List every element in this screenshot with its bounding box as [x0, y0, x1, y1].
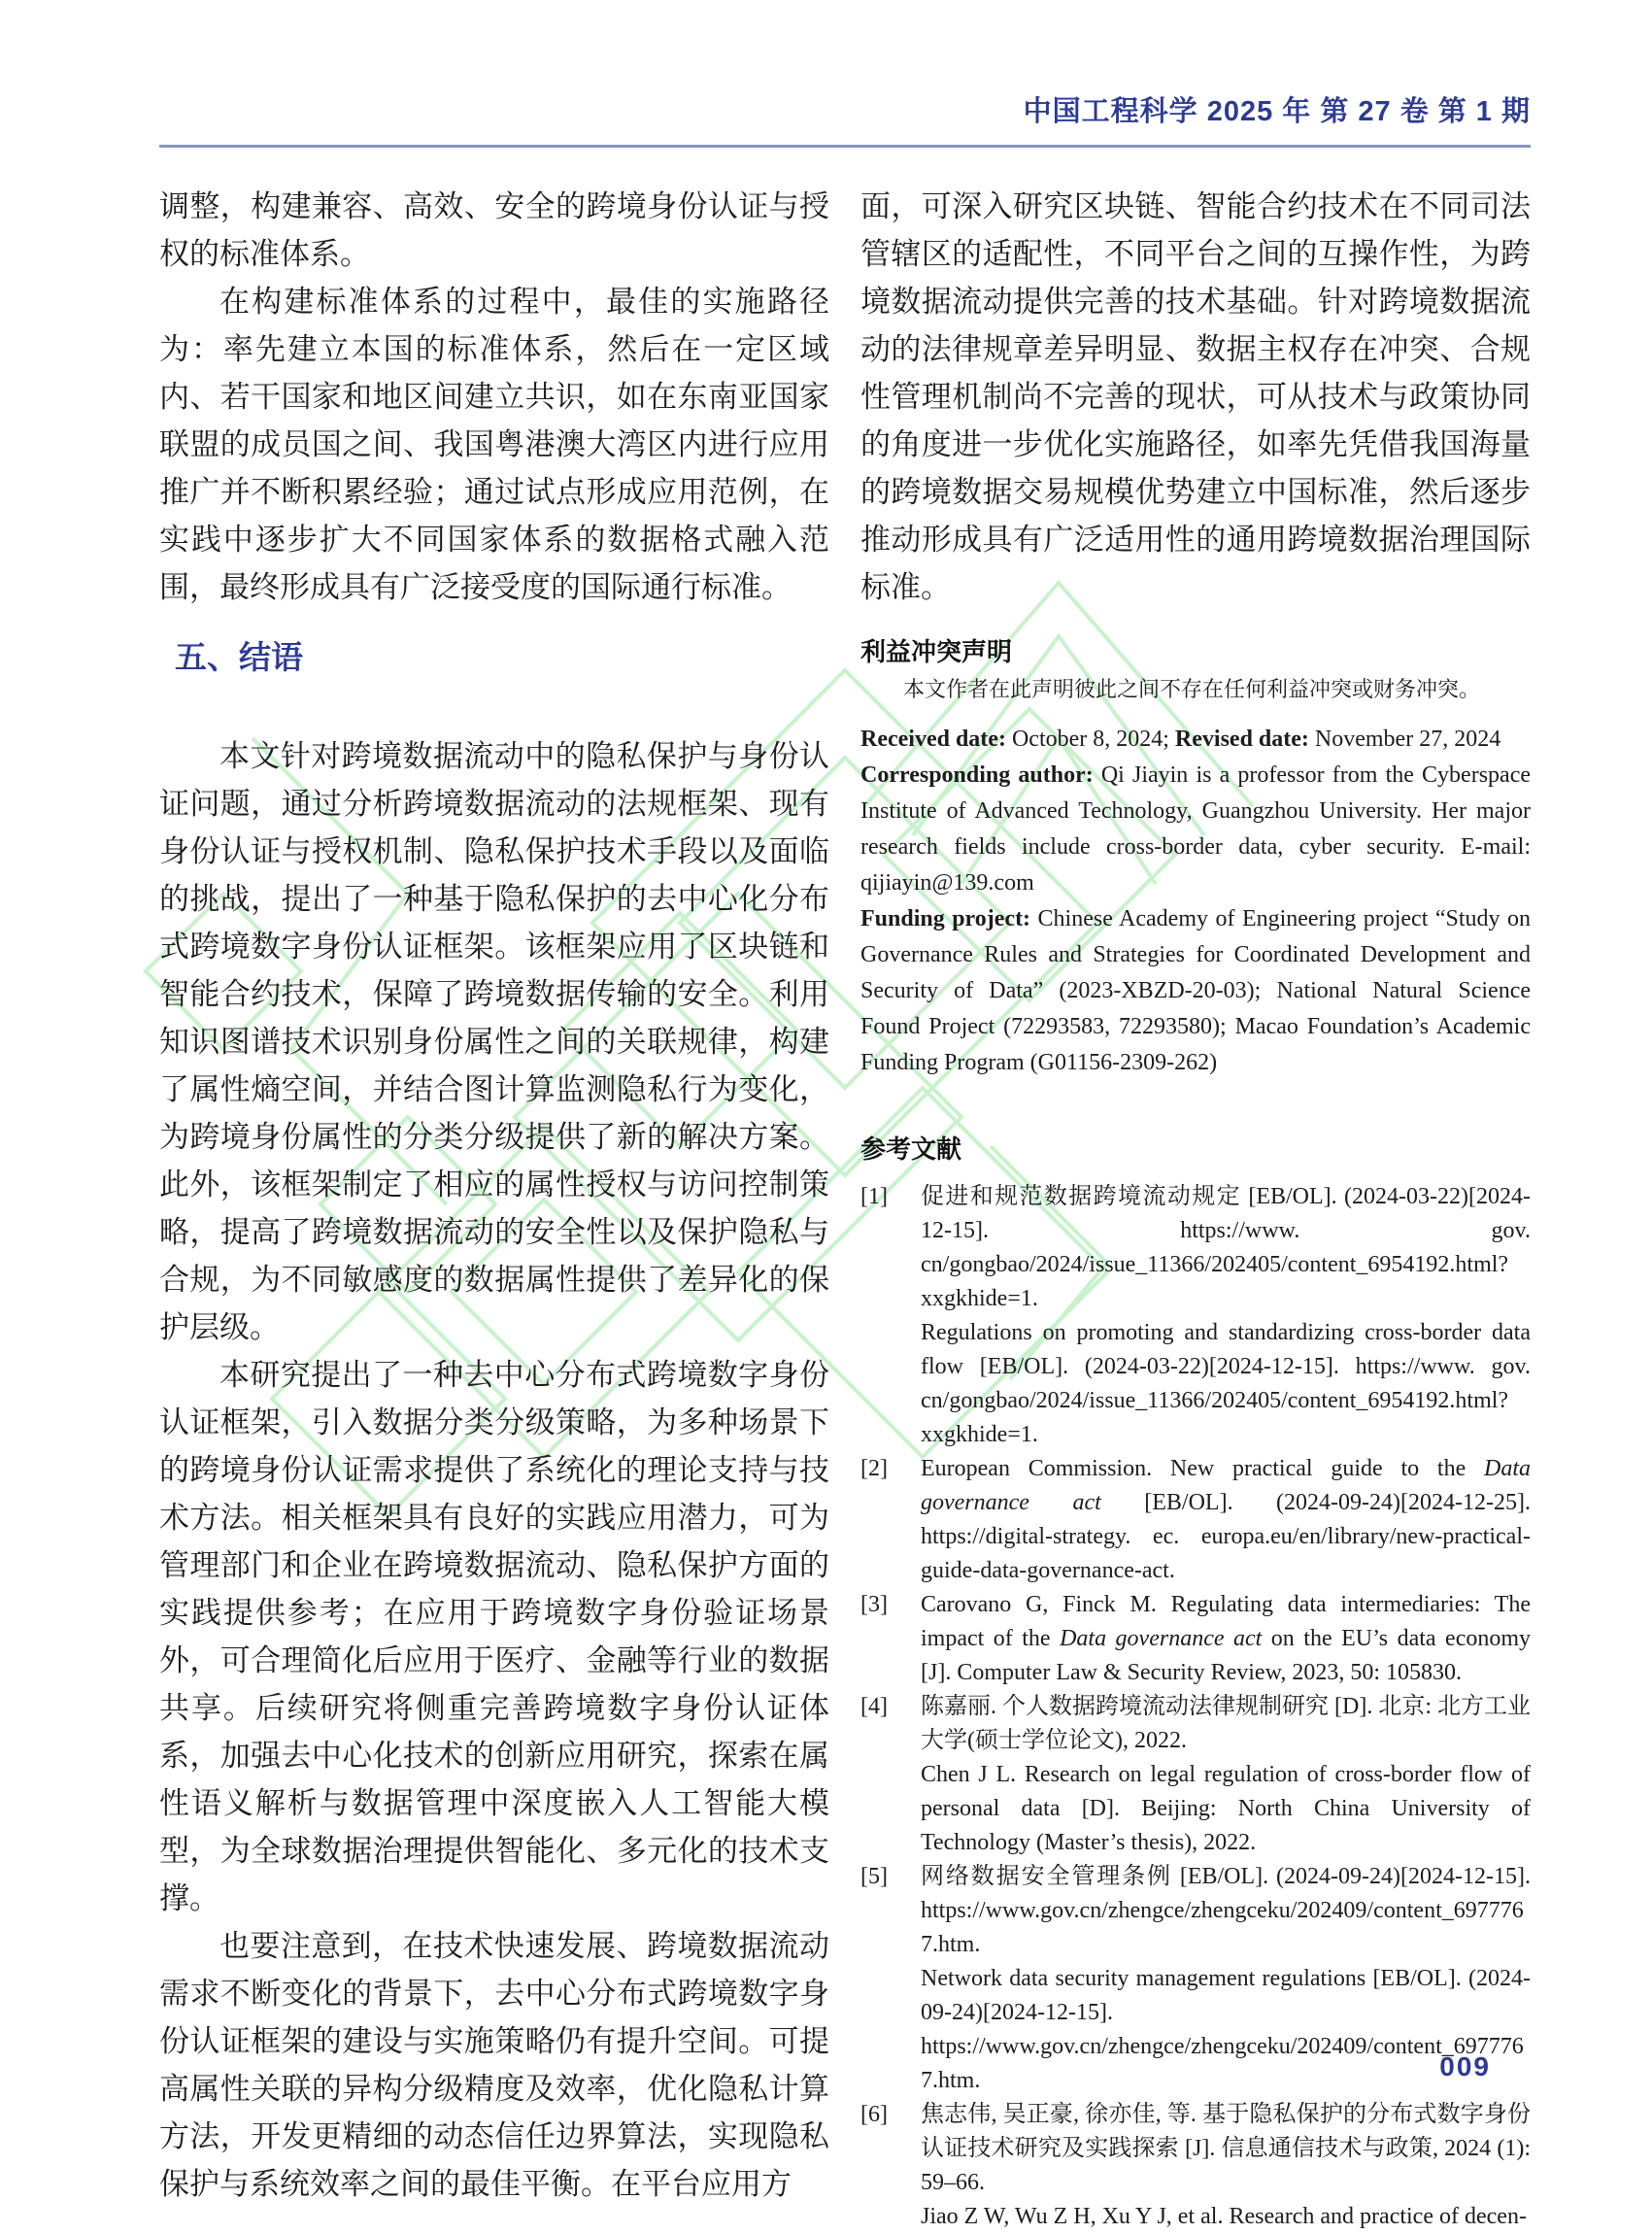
- reference-3-label: [3]: [860, 1592, 888, 1617]
- conflict-of-interest-heading: 利益冲突声明: [860, 637, 1013, 666]
- reference-5-english: Network data security management regulations [EB/OL]. (2024-09-24)[2024-12-15]. https://www.gov.cn/zhengce/zhengceku/202409/content_6977767.htm.: [921, 1966, 1531, 2093]
- received-date-label: Received date:: [860, 727, 1006, 752]
- reference-3-text: [921, 1588, 1531, 1690]
- reference-6-text: [921, 2098, 1531, 2234]
- reference-2-post: [EB/OL]. (2024-09-24)[2024-12-25]. https://digital-strategy. ec. europa.eu/en/library/new-practical-guide-data-governance-act.: [921, 1490, 1531, 1583]
- reference-item-2: [860, 1452, 1531, 1588]
- reference-4-text: [921, 1690, 1531, 1860]
- section-heading-conclusion: 五、结语: [175, 639, 303, 675]
- article-backmatter: [860, 722, 1531, 1081]
- journal-running-head: 中国工程科学 2025 年 第 27 卷 第 1 期: [159, 89, 1531, 148]
- right-column: [860, 183, 1531, 2234]
- corresponding-author-label: Corresponding author:: [860, 762, 1094, 788]
- reference-2-label: [2]: [860, 1456, 888, 1481]
- reference-6-chinese: 焦志伟, 吴正豪, 徐亦佳, 等. 基于隐私保护的分布式数字身份认证技术研究及实践探索 [J]. 信息通信技术与政策, 2024 (1): 59–66.: [921, 2102, 1531, 2195]
- reference-2-italic-title: Data governance act: [921, 1456, 1531, 1515]
- reference-5-chinese: 网络数据安全管理条例 [EB/OL]. (2024-09-24)[2024-12-15]. https://www.gov.cn/zhengce/zhengceku/202409/content_6977767.htm.: [921, 1864, 1531, 1957]
- two-column-text: [159, 183, 1531, 2234]
- reference-6-label: [6]: [860, 2102, 888, 2127]
- reference-5-label: [5]: [860, 1864, 888, 1889]
- left-column: [159, 183, 829, 2234]
- received-revised-line: [860, 722, 1531, 758]
- reference-3-english: [921, 1588, 1531, 1690]
- reference-2-pre: European Commission. New practical guide to the: [921, 1456, 1484, 1481]
- reference-2-text: [921, 1452, 1531, 1588]
- reference-1-english: Regulations on promoting and standardizing cross-border data flow [EB/OL]. (2024-03-22)[2024-12-15]. https://www. gov. cn/gongbao/2024/issue_11366/202405/content_6954192.html?xxgkhide=1.: [921, 1320, 1531, 1447]
- reference-item-5: [860, 1860, 1531, 2098]
- reference-4-label: [4]: [860, 1694, 888, 1719]
- reference-1-text: [921, 1180, 1531, 1452]
- paragraph-conclusion-3: 也要注意到，在技术快速发展、跨境数据流动需求不断变化的背景下，去中心分布式跨境数字身份认证框架的建设与实施策略仍有提升空间。可提高属性关联的异构分级精度及效率，优化隐私计算方法，开发更精细的动态信任边界算法，实现隐私保护与系统效率之间的最佳平衡。在平台应用方: [159, 1929, 829, 2201]
- reference-6-english: Jiao Z W, Wu Z H, Xu Y J, et al. Research and practice of decen-: [921, 2204, 1527, 2229]
- reference-1-label: [1]: [860, 1184, 888, 1209]
- reference-1-chinese: 促进和规范数据跨境流动规定 [EB/OL]. (2024-03-22)[2024-12-15]. https://www. gov. cn/gongbao/2024/issue_11366/202405/content_6954192.html?xxgkhide=1.: [921, 1184, 1531, 1311]
- reference-3-pre: Carovano G, Finck M. Regulating data intermediaries: The impact of the: [921, 1592, 1531, 1651]
- funding-project-value: Chinese Academy of Engineering project “Study on Governance Rules and Strategies for Coordinated Development and Security of Data” (2023-XBZD-20-03); National Natural Science Found Project (72293583, 72293580); Macao Foundation’s Academic Funding Program (G01156-2309-262): [860, 906, 1531, 1075]
- paragraph-implementation-path: 在构建标准体系的过程中，最佳的实施路径为：率先建立本国的标准体系，然后在一定区域内、若干国家和地区间建立共识，如在东南亚国家联盟的成员国之间、我国粤港澳大湾区内进行应用推广并不断积累经验；通过试点形成应用范例，在实践中逐步扩大不同国家体系的数据格式融入范围，最终形成具有广泛接受度的国际通行标准。: [159, 285, 829, 604]
- reference-item-3: [860, 1588, 1531, 1690]
- references-heading: 参考文献: [860, 1134, 962, 1164]
- reference-item-6: [860, 2098, 1531, 2234]
- reference-3-italic-title: Data governance act: [1060, 1626, 1263, 1651]
- corresponding-author-line: [860, 758, 1531, 901]
- paragraph-continued-from-previous-page: 调整，构建兼容、高效、安全的跨境身份认证与授权的标准体系。: [159, 189, 829, 271]
- reference-3-post: on the EU’s data economy [J]. Computer Law & Security Review, 2023, 50: 105830.: [921, 1626, 1532, 1685]
- conflict-of-interest-body: 本文作者在此声明彼此之间不存在任何利益冲突或财务冲突。: [903, 677, 1481, 701]
- reference-item-4: [860, 1690, 1531, 1860]
- page-number: 009: [1439, 2051, 1491, 2082]
- corresponding-author-value: Qi Jiayin is a professor from the Cyberspace Institute of Advanced Technology, Guangzhou University. Her major research fields include cross-border data, cyber security. E-mail: qijiayin@139.com: [860, 762, 1531, 896]
- reference-4-english: Chen J L. Research on legal regulation of cross-border flow of personal data [D]. Beijing: North China University of Technology (Master’s thesis), 2022.: [921, 1762, 1531, 1855]
- received-date-value: October 8, 2024;: [1005, 727, 1175, 752]
- funding-project-label: Funding project:: [860, 906, 1031, 931]
- funding-project-line: [860, 901, 1531, 1081]
- reference-2-english: [921, 1452, 1531, 1588]
- reference-item-1: [860, 1180, 1531, 1452]
- revised-date-label: Revised date:: [1174, 727, 1309, 752]
- revised-date-value: November 27, 2024: [1308, 727, 1501, 752]
- paragraph-conclusion-1: 本文针对跨境数据流动中的隐私保护与身份认证问题，通过分析跨境数据流动的法规框架、现有身份认证与授权机制、隐私保护技术手段以及面临的挑战，提出了一种基于隐私保护的去中心化分布式跨境数字身份认证框架。该框架应用了区块链和智能合约技术，保障了跨境数据传输的安全。利用知识图谱技术识别身份属性之间的关联规律，构建了属性熵空间，并结合图计算监测隐私行为变化，为跨境身份属性的分类分级提供了新的解决方案。此外，该框架制定了相应的属性授权与访问控制策略，提高了跨境数据流动的安全性以及保护隐私与合规，为不同敏感度的数据属性提供了差异化的保护层级。: [159, 739, 829, 1344]
- paragraph-conclusion-2: 本研究提出了一种去中心分布式跨境数字身份认证框架，引入数据分类分级策略，为多种场景下的跨境身份认证需求提供了系统化的理论支持与技术方法。相关框架具有良好的实践应用潜力，可为管理部门和企业在跨境数据流动、隐私保护方面的实践提供参考；在应用于跨境数字身份验证场景外，可合理简化后应用于医疗、金融等行业的数据共享。后续研究将侧重完善跨境数字身份认证体系，加强去中心化技术的创新应用研究，探索在属性语义解析与数据管理中深度嵌入人工智能大模型，为全球数据治理提供智能化、多元化的技术支撑。: [159, 1358, 829, 1915]
- reference-4-chinese: 陈嘉丽. 个人数据跨境流动法律规制研究 [D]. 北京: 北方工业大学(硕士学位论文), 2022.: [921, 1694, 1531, 1753]
- paragraph-continued-from-left-column: 面，可深入研究区块链、智能合约技术在不同司法管辖区的适配性，不同平台之间的互操作性，为跨境数据流动提供完善的技术基础。针对跨境数据流动的法律规章差异明显、数据主权存在冲突、合规性管理机制尚不完善的现状，可从技术与政策协同的角度进一步优化实施路径，如率先凭借我国海量的跨境数据交易规模优势建立中国标准，然后逐步推动形成具有广泛适用性的通用跨境数据治理国际标准。: [860, 189, 1531, 604]
